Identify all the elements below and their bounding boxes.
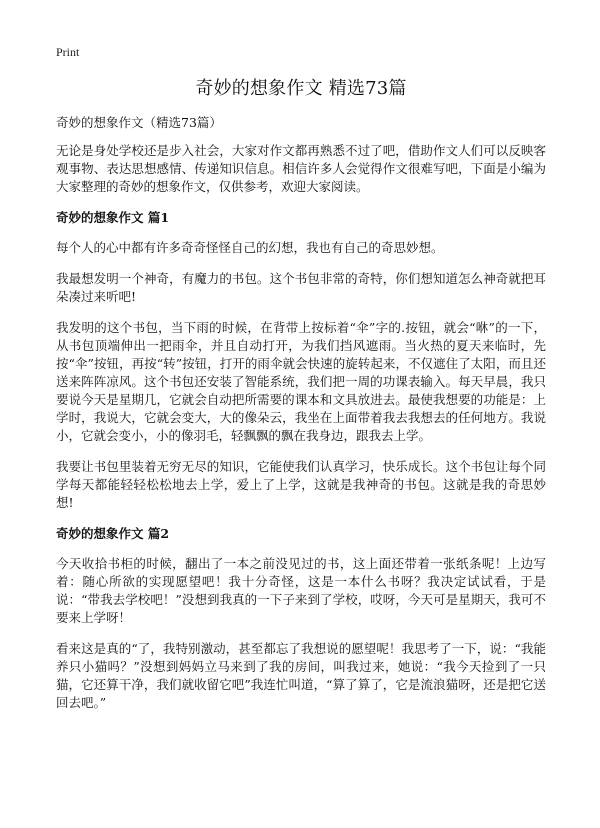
intro-paragraph: 无论是身处学校还是步入社会，大家对作文都再熟悉不过了吧，借助作文人们可以反映客观事物、表达思想感情、传递知识信息。相信许多人会觉得作文很难写吧，下面是小编为大家整理的奇妙的想象作文，仅供参考，欢迎大家阅读。 <box>56 143 546 194</box>
section-1-paragraph: 我要让书包里装着无穷无尽的知识，它能使我们认真学习，快乐成长。这个书包让每个同学每天都能轻轻松松地去上学，爱上了上学，这就是我神奇的书包。这就是我的奇思妙想! <box>56 459 546 510</box>
section-1-paragraph: 每个人的心中都有许多奇奇怪怪自己的幻想，我也有自己的奇思妙想。 <box>56 240 444 255</box>
section-2-paragraph: 今天收拾书柜的时候，翻出了一本之前没见过的书，这上面还带着一张纸条呢！上边写着：随心所欲的实现愿望吧！我十分奇怪，这是一本什么书呀？我决定试试看，于是说：“带我去学校吧！”没想到我真的一下子来到了学校，哎呀，今天可是星期天，我可不要来上学呀！ <box>56 556 546 625</box>
section-1-paragraph: 我最想发明一个神奇，有魔力的书包。这个书包非常的奇特，你们想知道怎么神奇就把耳朵凑过来听吧! <box>56 271 546 304</box>
section-title-2: 奇妙的想象作文 篇2 <box>56 526 170 541</box>
document-title: 奇妙的想象作文 精选73篇 <box>195 78 407 99</box>
document-subtitle: 奇妙的想象作文（精选73篇） <box>56 115 222 130</box>
document-body <box>56 76 546 725</box>
section-2-paragraph: 看来这是真的“了，我特别激动，甚至都忘了我想说的愿望呢！我思考了一下，说：“我能养只小猫吗？”没想到妈妈立马来到了我的房间，叫我过来，她说：“我今天捡到了一只猫，它还算干净，我们就收留它吧”我连忙叫道，“算了算了，它是流浪猫呀，还是把它送回去吧。” <box>56 641 546 710</box>
print-label: Print <box>56 45 80 59</box>
section-1-paragraph: 我发明的这个书包，当下雨的时候，在背带上按标着“伞”字的.按钮，就会“咻”的一下，从书包顶端伸出一把雨伞，并且自动打开，为我们挡风遮雨。当火热的夏天来临时，先按“伞”按钮，再按“转”按钮，打开的雨伞就会快速的旋转起来，不仅遮住了太阳，而且还送来阵阵凉风。这个书包还安装了智能系统，我们把一周的功课表输入。每天早晨，我只要说今天是星期几，它就会自动把所需要的课本和文具放进去。最使我想要的功能是：上学时，我说大，它就会变大，大的像朵云，我坐在上面带着我去我想去的任何地方。我说小，它就会变小，小的像羽毛，轻飘飘的飘在我身边，跟我去上学。 <box>56 320 546 443</box>
section-title-1: 奇妙的想象作文 篇1 <box>56 210 170 225</box>
